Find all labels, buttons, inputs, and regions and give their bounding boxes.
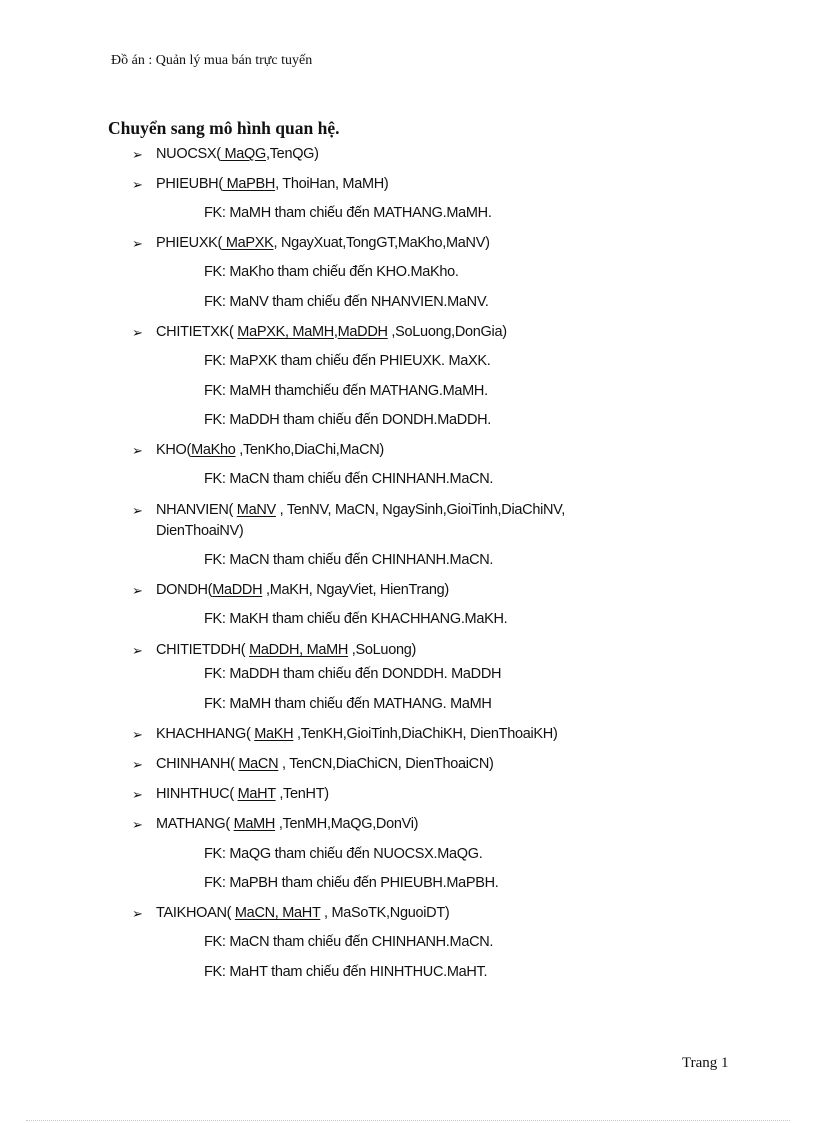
primary-key: MaKho bbox=[191, 442, 236, 458]
relation-name: KHO( bbox=[156, 442, 192, 458]
arrow-bullet-icon: ➢ bbox=[132, 757, 143, 772]
primary-key: MaCN bbox=[238, 756, 279, 772]
relation-chitietxk bbox=[132, 324, 507, 340]
relation-name: NHANVIEN( bbox=[156, 502, 237, 518]
relation-attributes: , ThoiHan, MaMH) bbox=[275, 176, 389, 192]
primary-key: MaPXK bbox=[222, 235, 274, 251]
arrow-bullet-icon: ➢ bbox=[132, 906, 143, 921]
primary-key: MaHT bbox=[237, 786, 276, 802]
relation-attributes: ,SoLuong,DonGia) bbox=[387, 324, 507, 340]
foreign-key-line: FK: MaCN tham chiếu đến CHINHANH.MaCN. bbox=[204, 934, 494, 950]
relation-name: NUOCSX( bbox=[156, 146, 221, 162]
relation-kho bbox=[132, 442, 384, 458]
relation-attributes: ,SoLuong) bbox=[348, 642, 417, 658]
relation-attributes: ,TenHT) bbox=[275, 786, 329, 802]
relation-attributes: , NgayXuat,TongGT,MaKho,MaNV) bbox=[273, 235, 490, 251]
relation-name: TAIKHOAN( bbox=[156, 905, 235, 921]
relation-taikhoan bbox=[132, 905, 450, 921]
relation-name: CHITIETDDH( bbox=[156, 642, 250, 658]
page-number: Trang 1 bbox=[682, 1055, 729, 1071]
relation-mathang bbox=[132, 816, 419, 832]
foreign-key-line: FK: MaPXK tham chiếu đến PHIEUXK. MaXK. bbox=[204, 353, 491, 369]
relation-nhanvien bbox=[132, 502, 565, 518]
relation-name: PHIEUBH( bbox=[156, 176, 223, 192]
relation-attributes: ,TenMH,MaQG,DonVi) bbox=[275, 816, 419, 832]
page-bottom-divider bbox=[26, 1120, 790, 1121]
foreign-key-line: FK: MaMH tham chiếu đến MATHANG.MaMH. bbox=[204, 205, 492, 221]
foreign-key-line: FK: MaDDH tham chiếu đến DONDDH. MaDDH bbox=[204, 666, 502, 682]
relation-nuocsx bbox=[132, 146, 319, 162]
primary-key: MaDDH, MaMH bbox=[249, 642, 349, 658]
primary-key: MaDDH bbox=[212, 582, 263, 598]
relation-continuation: DienThoaiNV) bbox=[156, 523, 244, 539]
foreign-key-line: FK: MaQG tham chiếu đến NUOCSX.MaQG. bbox=[204, 846, 483, 862]
foreign-key-line: FK: MaDDH tham chiếu đến DONDH.MaDDH. bbox=[204, 412, 492, 428]
foreign-key-line: FK: MaMH tham chiếu đến MATHANG. MaMH bbox=[204, 696, 492, 712]
relation-chinhanh bbox=[132, 756, 494, 772]
foreign-key-line: FK: MaPBH tham chiếu đến PHIEUBH.MaPBH. bbox=[204, 875, 499, 891]
relation-attributes: , MaSoTK,NguoiDT) bbox=[320, 905, 450, 921]
arrow-bullet-icon: ➢ bbox=[132, 147, 143, 162]
relation-name: PHIEUXK( bbox=[156, 235, 223, 251]
arrow-bullet-icon: ➢ bbox=[132, 727, 143, 742]
relation-attributes: ,TenKho,DiaChi,MaCN) bbox=[235, 442, 384, 458]
relation-chitietddh bbox=[132, 642, 417, 658]
arrow-bullet-icon: ➢ bbox=[132, 817, 143, 832]
relation-name: CHITIETXK( bbox=[156, 324, 238, 340]
primary-key: MaNV bbox=[236, 502, 276, 518]
key-separator: , bbox=[333, 324, 338, 340]
foreign-key-line: FK: MaHT tham chiếu đến HINHTHUC.MaHT. bbox=[204, 964, 488, 980]
relation-attributes: , TenCN,DiaChiCN, DienThoaiCN) bbox=[278, 756, 494, 772]
primary-key: MaQG bbox=[220, 146, 266, 162]
relation-name: CHINHANH( bbox=[156, 756, 239, 772]
relation-phieuxk bbox=[132, 235, 490, 251]
primary-key: MaDDH bbox=[337, 324, 388, 340]
arrow-bullet-icon: ➢ bbox=[132, 503, 143, 518]
foreign-key-line: FK: MaCN tham chiếu đến CHINHANH.MaCN. bbox=[204, 552, 494, 568]
arrow-bullet-icon: ➢ bbox=[132, 236, 143, 251]
relation-name: HINHTHUC( bbox=[156, 786, 238, 802]
relation-phieubh bbox=[132, 176, 389, 192]
primary-key: MaMH bbox=[233, 816, 276, 832]
foreign-key-line: FK: MaKH tham chiếu đến KHACHHANG.MaKH. bbox=[204, 611, 508, 627]
section-title: Chuyển sang mô hình quan hệ. bbox=[108, 118, 340, 138]
foreign-key-line: FK: MaKho tham chiếu đến KHO.MaKho. bbox=[204, 264, 459, 280]
relation-name: KHACHHANG( bbox=[156, 726, 255, 742]
primary-key: MaKH bbox=[254, 726, 294, 742]
arrow-bullet-icon: ➢ bbox=[132, 325, 143, 340]
foreign-key-line: FK: MaCN tham chiếu đến CHINHANH.MaCN. bbox=[204, 471, 494, 487]
relation-name: DONDH( bbox=[156, 582, 213, 598]
primary-key: MaPBH bbox=[222, 176, 276, 192]
relation-attributes: ,MaKH, NgayViet, HienTrang) bbox=[262, 582, 449, 598]
foreign-key-line: FK: MaNV tham chiếu đến NHANVIEN.MaNV. bbox=[204, 294, 489, 310]
arrow-bullet-icon: ➢ bbox=[132, 583, 143, 598]
arrow-bullet-icon: ➢ bbox=[132, 443, 143, 458]
primary-key: MaCN, MaHT bbox=[234, 905, 321, 921]
relation-attributes: ,TenKH,GioiTinh,DiaChiKH, DienThoaiKH) bbox=[293, 726, 558, 742]
relation-dondh bbox=[132, 582, 449, 598]
relation-khachhang bbox=[132, 726, 558, 742]
arrow-bullet-icon: ➢ bbox=[132, 643, 143, 658]
arrow-bullet-icon: ➢ bbox=[132, 177, 143, 192]
relation-attributes: , TenNV, MaCN, NgaySinh,GioiTinh,DiaChiNV, bbox=[275, 502, 565, 518]
relation-name: MATHANG( bbox=[156, 816, 234, 832]
document-header: Đồ án : Quản lý mua bán trực tuyến bbox=[111, 53, 313, 68]
primary-key: MaPXK, MaMH bbox=[237, 324, 334, 340]
foreign-key-line: FK: MaMH thamchiếu đến MATHANG.MaMH. bbox=[204, 383, 488, 399]
relation-hinhthuc bbox=[132, 786, 329, 802]
relation-attributes: ,TenQG) bbox=[266, 146, 319, 162]
arrow-bullet-icon: ➢ bbox=[132, 787, 143, 802]
